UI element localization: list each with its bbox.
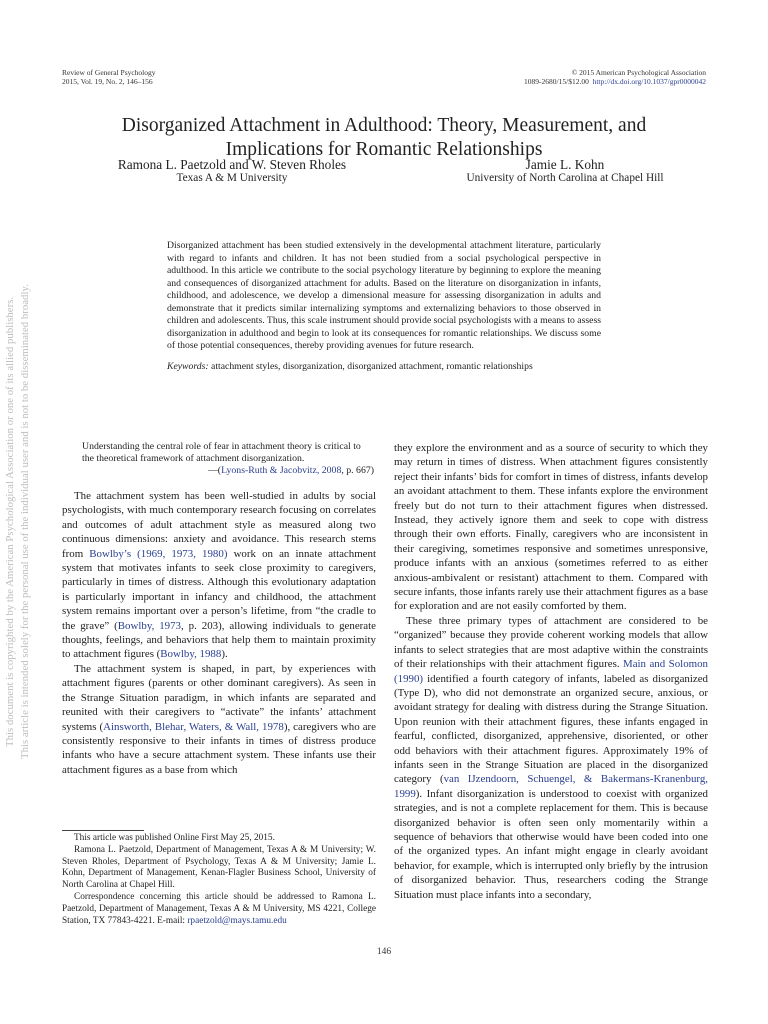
copyright-notice-line2: This article is intended solely for the personal use of the individual user and is not to be disseminated broadly.: [19, 284, 31, 760]
issn-doi-line: [524, 77, 706, 86]
epigraph-page: , p. 667): [341, 464, 374, 476]
footnote-rule: [62, 830, 144, 831]
abstract: [167, 240, 601, 373]
footnotes: [62, 833, 376, 927]
journal-volume: 2015, Vol. 19, No. 2, 146–156: [62, 77, 153, 86]
copyright-notice-line1: This document is copyrighted by the American Psychological Association or one of its allied publishers.: [4, 296, 16, 748]
citation-link[interactable]: Ainsworth, Blehar, Waters, & Wall, 1978: [103, 720, 284, 733]
page-number: 146: [376, 947, 392, 957]
keywords: attachment styles, disorganization, disorganized attachment, romantic relationships: [211, 360, 533, 372]
paragraph: [62, 662, 376, 777]
left-column: [62, 489, 376, 777]
affiliation-2: University of North Carolina at Chapel Hill: [466, 172, 664, 184]
abstract-text: Disorganized attachment has been studied extensively in the developmental attachment literature, particularly with regard to infants and children. It has not been studied from a social psychological perspective in adulthood. In this article we contribute to the social psychology literature by beginning to explore the meaning and consequences of disorganized attachment for adults. Based on the literature on disorganization in infants, childhood, and adolescence, we develop a dimensional measure for assessing disorganization in adults and demonstrate that it predicts similar internalizing symptoms and externalizing behaviors to those observed in children and adolescents. Thus, this scale instrument should provide social psychologists with a means to assess disorganization in adulthood and begin to look at its consequences for romantic relationships. We discuss some of those potential consequences, thereby providing avenues for future research.: [167, 240, 601, 351]
epigraph-source: [82, 465, 374, 477]
epigraph: [82, 441, 374, 476]
citation-link[interactable]: Bowlby, 1973: [117, 619, 182, 632]
text-run: identified a fourth category of infants, labeled as disorganized (Type D), who did not demonstrate an organized secure, anxious, or avoidant strategy for dealing with distress during the Strange Situation. Upon reunion with their attachment figures, these infants engaged in fearful, conflicted, disorganized, apprehensive, disoriented, or other odd behaviors with their attachment figures. Approximately 19% of infants seen in the Strange Situation are placed in the disorganized category (: [394, 672, 708, 786]
text-run: These three primary types of attachment are considered to be “organized” because they provide coherent working models that allow infants to select strategies that are most adaptive within the constraints of their relationships with their attachment figures.: [394, 614, 708, 671]
epigraph-citation-link[interactable]: Lyons-Ruth & Jacobvitz, 2008: [221, 464, 342, 476]
text-run: Correspondence concerning this article should be addressed to Ramona L. Paetzold, Department of Management, Texas A & M University, MS 4221, College Station, TX 77843-4221. E-mail:: [62, 891, 376, 926]
author-names-2: Jamie L. Kohn: [525, 157, 605, 172]
journal-header: [62, 68, 156, 86]
title-line-2: Implications for Romantic Relationships: [225, 139, 543, 160]
journal-name: Review of General Psychology: [62, 68, 156, 77]
doi-link[interactable]: http://dx.doi.org/10.1037/gpr0000042: [592, 77, 706, 86]
text-run: ), caregivers who are consistently responsive to their infants in times of distress produce infants who have a secure attachment system. These infants use their attachment figures as a base from which: [62, 720, 377, 776]
citation-link[interactable]: Bowlby, 1988: [160, 648, 222, 661]
epigraph-quote: Understanding the central role of fear in attachment theory is critical to the theoretical framework of attachment disorganization.: [82, 441, 361, 464]
footnote-published: This article was published Online First May 25, 2015.: [74, 833, 275, 843]
article-title: [0, 114, 768, 162]
citation-link[interactable]: Bowlby’s (1969, 1973, 1980): [89, 547, 228, 560]
text-run: The attachment system is shaped, in part, by experiences with attachment figures (parents or other dominant caregivers). As seen in the Strange Situation paradigm, in which infants are separated and reunited with their caregivers to “activate” the infants’ attachment systems (: [62, 662, 376, 733]
publisher-header: [524, 68, 706, 86]
footnote-affiliations: Ramona L. Paetzold, Department of Management, Texas A & M University; W. Steven Rholes, Department of Psychology, Texas A & M University; Jamie L. Kohn, Department of Management, Kenan-Flagler Business School, University of North Carolina at Chapel Hill.: [62, 844, 376, 891]
copyright-line: © 2015 American Psychological Association: [571, 68, 706, 77]
citation-link[interactable]: Main and Solomon (1990): [394, 658, 708, 685]
citation-link[interactable]: van IJzendoorn, Schuengel, & Bakermans-Kranenburg, 1999: [394, 773, 708, 800]
author-names-1: Ramona L. Paetzold and W. Steven Rholes: [117, 157, 347, 172]
text-run: , p. 203), allowing individuals to generate thoughts, feelings, and behaviors that help them to maintain proximity to attachment figures (: [62, 619, 376, 661]
text-run: The attachment system has been well-studied in adults by social psychologists, with much contemporary research focusing on correlates and outcomes of adult attachment style as measured along two continuous dimensions: anxiety and avoidance. This research stems from: [62, 490, 376, 560]
keywords-line: [167, 361, 601, 374]
author-block-1: [62, 158, 402, 185]
text-run: ).: [221, 648, 228, 661]
epigraph-dash: —(: [208, 464, 222, 476]
text-run: work on an innate attachment system that motivates infants to seek close proximity to caregivers, particularly in times of distress. Although this evolutionary adaptation is particularly important in infancy and childhood, the attachment system remains important over a person’s lifetime, from “the cradle to the grave” (: [62, 547, 376, 632]
keywords-label: Keywords:: [167, 360, 209, 372]
footnote-correspondence: [62, 892, 376, 927]
title-line-1: Disorganized Attachment in Adulthood: Theory, Measurement, and: [121, 115, 647, 136]
issn: 1089-2680/15/$12.00: [524, 77, 589, 86]
email-link[interactable]: rpaetzold@mays.tamu.edu: [187, 915, 287, 926]
right-column: [394, 441, 708, 902]
author-block-2: [420, 158, 710, 185]
affiliation-1: Texas A & M University: [176, 172, 288, 184]
paragraph: they explore the environment and as a source of security to which they may return in times of distress. When attachment figures consistently reject their infants’ bids for comfort in times of distress, infants develop an avoidant attachment to them. These infants explore the environment freely but do not turn to their attachment figures when distressed. Instead, they actively ignore them and seek to cope with distress through their own efforts. Finally, caregivers who are inconsistent in their caregiving, sometimes responsive and sometimes unresponsive, produce infants with an anxious (sometimes referred to as either anxious-ambivalent or resistant) attachment to them. Compared with secure infants, those infants rarely use their attachment figures as a base for exploration and are not easily comforted by them.: [394, 442, 708, 613]
text-run: ). Infant disorganization is understood to coexist with organized strategies, and is not a complete replacement for them. This is because disorganized behavior is often seen only momentarily within a sequence of behaviors that otherwise would have been coded into one of the organized types. An infant might engage in clearly avoidant behavior, for example, which is interrupted only briefly by the intrusion of disorganized behavior. Thus, researchers coding the Strange Situation must place infants into a secondary,: [394, 787, 708, 901]
paragraph: [62, 489, 376, 662]
paragraph: [394, 614, 708, 902]
